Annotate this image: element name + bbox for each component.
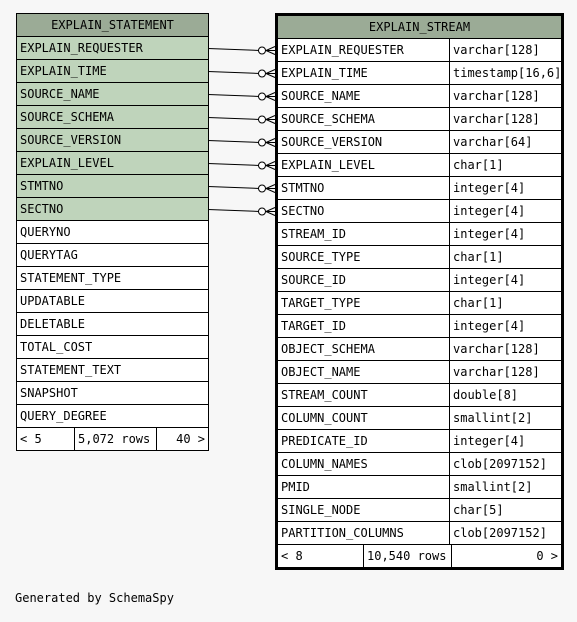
column-name: UPDATABLE xyxy=(20,294,86,308)
column-name: EXPLAIN_REQUESTER xyxy=(20,41,143,55)
column-name: SOURCE_NAME xyxy=(20,87,100,101)
column-name: TARGET_ID xyxy=(278,315,450,337)
column-name: PMID xyxy=(278,476,450,498)
column-type: integer[4] xyxy=(453,204,526,218)
column-name: QUERYTAG xyxy=(20,248,78,262)
relationship-link xyxy=(208,93,275,101)
column-type: char[1] xyxy=(453,158,504,172)
column-name: SOURCE_SCHEMA xyxy=(278,108,450,130)
column-name: SOURCE_NAME xyxy=(278,85,450,107)
column-type: integer[4] xyxy=(453,434,526,448)
column-type: integer[4] xyxy=(453,319,526,333)
column-name: SOURCE_VERSION xyxy=(278,131,450,153)
column-type: clob[2097152] xyxy=(453,457,547,471)
relationship-link xyxy=(208,162,275,170)
column-name: STREAM_COUNT xyxy=(278,384,450,406)
column-name: OBJECT_NAME xyxy=(278,361,450,383)
column-name: EXPLAIN_LEVEL xyxy=(20,156,114,170)
column-name: OBJECT_SCHEMA xyxy=(278,338,450,360)
column-type: varchar[128] xyxy=(453,365,540,379)
column-type: varchar[128] xyxy=(453,43,540,57)
column-type: integer[4] xyxy=(453,181,526,195)
column-name: QUERY_DEGREE xyxy=(20,409,107,423)
column-type: char[5] xyxy=(453,503,504,517)
column-name: DELETABLE xyxy=(20,317,86,331)
relationship-link xyxy=(208,185,275,193)
column-name: STATEMENT_TYPE xyxy=(20,271,122,285)
column-type: smallint[2] xyxy=(453,480,533,494)
column-name: SOURCE_TYPE xyxy=(278,246,450,268)
column-type: double[8] xyxy=(453,388,519,402)
column-name: EXPLAIN_REQUESTER xyxy=(278,39,450,61)
children-count[interactable]: 40 > xyxy=(176,432,205,446)
relationship-link xyxy=(208,116,275,124)
column-name: SOURCE_SCHEMA xyxy=(20,110,114,124)
column-name: STREAM_ID xyxy=(278,223,450,245)
column-name: SECTNO xyxy=(278,200,450,222)
column-name: SOURCE_ID xyxy=(278,269,450,291)
column-type: varchar[128] xyxy=(453,89,540,103)
column-name: TOTAL_COST xyxy=(20,340,93,354)
column-name: STATEMENT_TEXT xyxy=(20,363,122,377)
column-type: varchar[128] xyxy=(453,112,540,126)
column-name: STMTNO xyxy=(20,179,64,193)
column-name: SOURCE_VERSION xyxy=(20,133,122,147)
column-name: PREDICATE_ID xyxy=(278,430,450,452)
relationship-link xyxy=(208,139,275,147)
column-name: EXPLAIN_TIME xyxy=(278,62,450,84)
column-type: clob[2097152] xyxy=(453,526,547,540)
column-name: EXPLAIN_TIME xyxy=(20,64,107,78)
column-name: EXPLAIN_LEVEL xyxy=(278,154,450,176)
column-name: SNAPSHOT xyxy=(20,386,78,400)
table-title: EXPLAIN_STREAM xyxy=(278,16,561,39)
row-count: 10,540 rows xyxy=(364,545,452,567)
column-type: varchar[64] xyxy=(453,135,533,149)
column-name: SECTNO xyxy=(20,202,64,216)
column-type: integer[4] xyxy=(453,273,526,287)
table-title: EXPLAIN_STATEMENT xyxy=(17,14,208,37)
column-name: TARGET_TYPE xyxy=(278,292,450,314)
column-name: QUERYNO xyxy=(20,225,71,239)
generator-credit: Generated by SchemaSpy xyxy=(15,591,174,605)
row-count: 5,072 rows xyxy=(75,428,157,450)
column-type: char[1] xyxy=(453,296,504,310)
column-type: integer[4] xyxy=(453,227,526,241)
parents-count[interactable]: < 5 xyxy=(17,428,75,450)
children-count[interactable]: 0 > xyxy=(536,549,558,563)
column-type: smallint[2] xyxy=(453,411,533,425)
column-type: varchar[128] xyxy=(453,342,540,356)
column-name: COLUMN_NAMES xyxy=(278,453,450,475)
relationship-link xyxy=(208,47,275,55)
column-type: char[1] xyxy=(453,250,504,264)
column-type: timestamp[16,6] xyxy=(453,66,561,80)
column-name: COLUMN_COUNT xyxy=(278,407,450,429)
parents-count[interactable]: < 8 xyxy=(278,545,364,567)
relationship-link xyxy=(208,70,275,78)
column-name: PARTITION_COLUMNS xyxy=(278,522,450,544)
relationship-link xyxy=(208,208,275,216)
column-name: STMTNO xyxy=(278,177,450,199)
column-name: SINGLE_NODE xyxy=(278,499,450,521)
